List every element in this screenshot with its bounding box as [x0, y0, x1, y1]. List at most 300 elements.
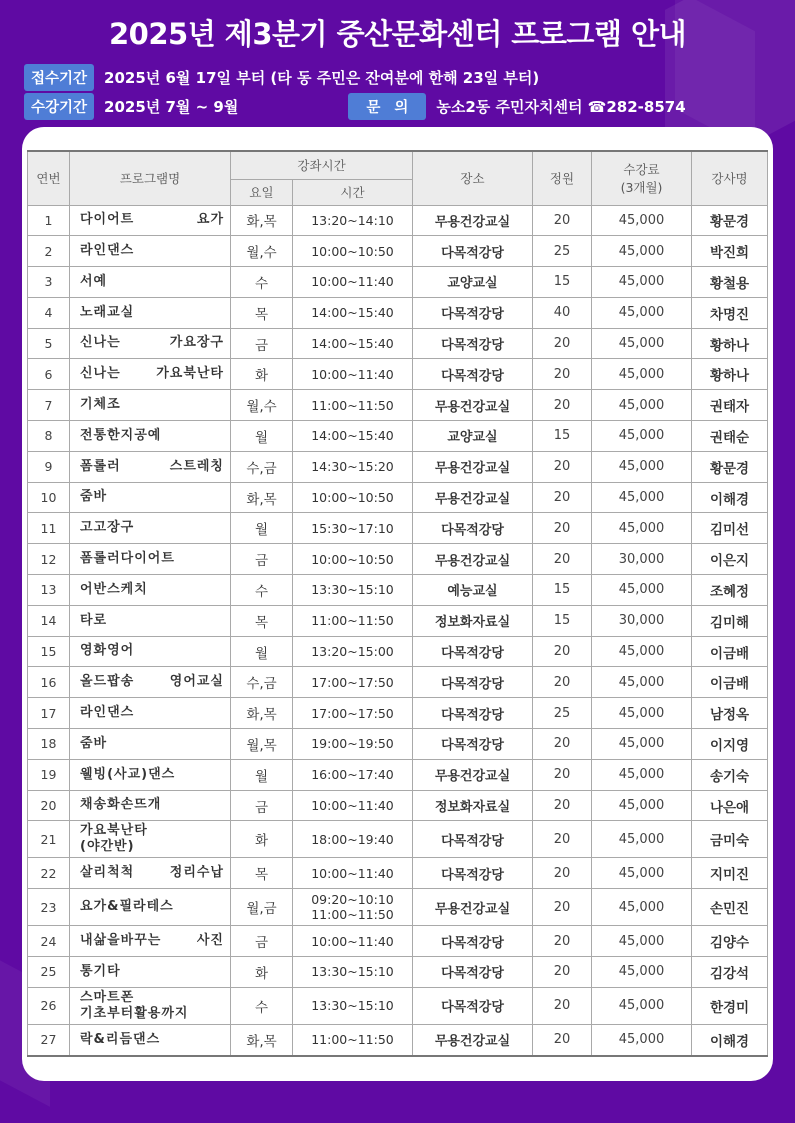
class-time-line: 14:00~15:40 [311, 305, 394, 321]
program-name [70, 636, 231, 667]
class-place: 무용건강교실 [413, 889, 533, 926]
program-name [70, 790, 231, 821]
row-number: 15 [28, 636, 70, 667]
row-number: 22 [28, 858, 70, 889]
program-rows [28, 205, 768, 1056]
class-place: 정보화자료실 [413, 790, 533, 821]
row-number: 6 [28, 359, 70, 390]
table-row [28, 236, 768, 267]
page-title: 2025년 제3분기 중산문화센터 프로그램 안내 [108, 17, 686, 51]
program-name-line: 통기타 [80, 963, 121, 979]
class-time [293, 790, 413, 821]
teacher-name: 박진희 [692, 236, 768, 267]
class-capacity: 20 [533, 328, 592, 359]
program-name [70, 821, 231, 858]
program-name [70, 889, 231, 926]
table-row [28, 328, 768, 359]
class-time-line: 14:00~15:40 [311, 428, 394, 444]
table-row [28, 544, 768, 575]
row-number: 5 [28, 328, 70, 359]
inquiry-label: 문의 [348, 93, 426, 120]
teacher-name: 송기숙 [692, 759, 768, 790]
class-time [293, 605, 413, 636]
class-time-line: 13:20~14:10 [311, 212, 394, 228]
table-row [28, 957, 768, 988]
program-name-line: 전통한지공예 [80, 427, 162, 443]
class-capacity: 20 [533, 821, 592, 858]
class-fee: 45,000 [592, 236, 692, 267]
class-time [293, 513, 413, 544]
class-capacity: 20 [533, 729, 592, 760]
header-schedule: 강좌시간 [231, 151, 413, 179]
class-day: 수 [231, 987, 293, 1024]
row-number: 16 [28, 667, 70, 698]
teacher-name: 이해경 [692, 482, 768, 513]
program-name-line: 어반스케치 [80, 581, 148, 597]
class-fee: 45,000 [592, 421, 692, 452]
class-fee: 45,000 [592, 513, 692, 544]
program-name [70, 544, 231, 575]
class-place: 다목적강당 [413, 328, 533, 359]
class-place: 다목적강당 [413, 926, 533, 957]
row-number: 14 [28, 605, 70, 636]
program-table [27, 150, 768, 1057]
program-name-line: 다이어트 요가 [80, 212, 224, 228]
class-time-line: 15:30~17:10 [311, 520, 394, 536]
table-row [28, 698, 768, 729]
class-fee: 30,000 [592, 544, 692, 575]
program-name-line: 내삶을바꾸는 사진 [80, 933, 224, 948]
class-time-line: 17:00~17:50 [311, 705, 394, 721]
program-name [70, 987, 231, 1024]
row-number: 12 [28, 544, 70, 575]
class-time-line: 10:00~10:50 [311, 490, 394, 506]
class-capacity: 15 [533, 267, 592, 298]
class-time-line: 14:00~15:40 [311, 336, 394, 352]
header-no: 연번 [28, 151, 70, 205]
class-place: 다목적강당 [413, 236, 533, 267]
row-number: 20 [28, 790, 70, 821]
course-period-label: 수강기간 [24, 93, 94, 120]
table-row [28, 926, 768, 957]
class-time-line: 14:30~15:20 [311, 459, 394, 475]
table-row [28, 1024, 768, 1055]
class-place: 무용건강교실 [413, 205, 533, 236]
row-number: 8 [28, 421, 70, 452]
row-number: 27 [28, 1024, 70, 1055]
program-name-line: 요가&필라테스 [80, 899, 174, 915]
class-fee: 45,000 [592, 359, 692, 390]
class-fee: 45,000 [592, 821, 692, 858]
class-fee: 45,000 [592, 390, 692, 421]
class-day: 화,목 [231, 698, 293, 729]
class-time-line: 10:00~11:40 [311, 865, 394, 881]
reception-period-label: 접수기간 [24, 64, 94, 91]
program-name [70, 513, 231, 544]
program-name [70, 205, 231, 236]
class-capacity: 25 [533, 236, 592, 267]
class-place: 예능교실 [413, 575, 533, 606]
row-number: 7 [28, 390, 70, 421]
row-number: 4 [28, 297, 70, 328]
class-time-line: 10:00~11:40 [311, 274, 394, 290]
reception-period-row [24, 64, 771, 90]
course-period-row [24, 93, 771, 119]
class-fee: 45,000 [592, 987, 692, 1024]
class-day: 화 [231, 821, 293, 858]
header-day: 요일 [231, 179, 293, 205]
header-fee [592, 151, 692, 205]
teacher-name: 김강석 [692, 957, 768, 988]
class-fee: 45,000 [592, 759, 692, 790]
class-capacity: 15 [533, 421, 592, 452]
class-capacity: 20 [533, 451, 592, 482]
program-name [70, 926, 231, 957]
program-name-line: 고고장구 [80, 520, 135, 536]
class-fee: 45,000 [592, 889, 692, 926]
class-place: 다목적강당 [413, 858, 533, 889]
class-fee: 45,000 [592, 1024, 692, 1055]
class-day: 목 [231, 297, 293, 328]
class-capacity: 20 [533, 790, 592, 821]
program-name-line: 기체조 [80, 397, 121, 413]
header-fee-label: 수강료 [623, 162, 660, 178]
row-number: 21 [28, 821, 70, 858]
class-time-line: 13:30~15:10 [311, 998, 394, 1014]
class-capacity: 20 [533, 957, 592, 988]
class-capacity: 25 [533, 698, 592, 729]
class-fee: 45,000 [592, 482, 692, 513]
class-capacity: 20 [533, 205, 592, 236]
class-capacity: 40 [533, 297, 592, 328]
class-capacity: 20 [533, 926, 592, 957]
class-time [293, 759, 413, 790]
class-time-line: 13:20~15:00 [311, 644, 394, 660]
class-day: 목 [231, 858, 293, 889]
class-time [293, 889, 413, 926]
teacher-name: 이지영 [692, 729, 768, 760]
program-name-line: 채송화손뜨개 [80, 797, 162, 813]
program-name-line: 가요북난타 [80, 823, 148, 839]
class-time [293, 267, 413, 298]
table-row [28, 729, 768, 760]
row-number: 3 [28, 267, 70, 298]
teacher-name: 나은애 [692, 790, 768, 821]
class-capacity: 20 [533, 359, 592, 390]
class-capacity: 20 [533, 513, 592, 544]
class-place: 다목적강당 [413, 698, 533, 729]
class-day: 수,금 [231, 451, 293, 482]
class-time [293, 729, 413, 760]
class-time [293, 328, 413, 359]
class-time [293, 1024, 413, 1055]
row-number: 25 [28, 957, 70, 988]
class-capacity: 20 [533, 987, 592, 1024]
program-name-line: 라인댄스 [80, 705, 135, 721]
class-time [293, 297, 413, 328]
class-day: 월,수 [231, 390, 293, 421]
program-name [70, 729, 231, 760]
class-day: 월,수 [231, 236, 293, 267]
class-capacity: 20 [533, 1024, 592, 1055]
class-place: 다목적강당 [413, 821, 533, 858]
class-day: 월 [231, 636, 293, 667]
program-name-line-2: 기초부터활용까지 [80, 1005, 189, 1021]
class-place: 무용건강교실 [413, 482, 533, 513]
class-fee: 45,000 [592, 858, 692, 889]
class-day: 월 [231, 759, 293, 790]
teacher-name: 황철용 [692, 267, 768, 298]
class-time-line: 18:00~19:40 [311, 831, 394, 847]
class-fee: 45,000 [592, 698, 692, 729]
row-number: 1 [28, 205, 70, 236]
class-place: 다목적강당 [413, 957, 533, 988]
row-number: 24 [28, 926, 70, 957]
class-place: 다목적강당 [413, 729, 533, 760]
class-place: 무용건강교실 [413, 451, 533, 482]
class-day: 화,목 [231, 482, 293, 513]
teacher-name: 남정옥 [692, 698, 768, 729]
teacher-name: 이금배 [692, 667, 768, 698]
class-fee: 45,000 [592, 729, 692, 760]
class-place: 다목적강당 [413, 297, 533, 328]
program-name [70, 236, 231, 267]
class-capacity: 20 [533, 889, 592, 926]
row-number: 13 [28, 575, 70, 606]
table-row [28, 667, 768, 698]
table-row [28, 636, 768, 667]
class-time-line: 13:30~15:10 [311, 582, 394, 598]
class-place: 교양교실 [413, 267, 533, 298]
class-time-line: 10:00~11:40 [311, 366, 394, 382]
table-row [28, 987, 768, 1024]
class-time-line: 09:20~10:10 [311, 892, 394, 908]
program-name [70, 328, 231, 359]
class-place: 정보화자료실 [413, 605, 533, 636]
row-number: 23 [28, 889, 70, 926]
teacher-name: 김미선 [692, 513, 768, 544]
header-place: 장소 [413, 151, 533, 205]
class-time [293, 236, 413, 267]
program-name-line: 살리척척 정리수납 [80, 865, 224, 881]
program-name [70, 698, 231, 729]
program-name [70, 605, 231, 636]
teacher-name: 황하나 [692, 359, 768, 390]
table-row [28, 575, 768, 606]
program-name-line: 타로 [80, 612, 108, 628]
class-time-line: 10:00~10:50 [311, 243, 394, 259]
header-time: 시간 [293, 179, 413, 205]
class-fee: 45,000 [592, 297, 692, 328]
class-place: 교양교실 [413, 421, 533, 452]
teacher-name: 이해경 [692, 1024, 768, 1055]
program-name-line: 락&리듬댄스 [80, 1031, 161, 1047]
teacher-name: 한경미 [692, 987, 768, 1024]
class-time [293, 482, 413, 513]
teacher-name: 황문경 [692, 451, 768, 482]
class-time [293, 575, 413, 606]
class-capacity: 20 [533, 636, 592, 667]
teacher-name: 황하나 [692, 328, 768, 359]
class-fee: 45,000 [592, 636, 692, 667]
class-fee: 45,000 [592, 451, 692, 482]
class-time-line: 10:00~11:40 [311, 798, 394, 814]
class-day: 금 [231, 328, 293, 359]
program-name [70, 359, 231, 390]
teacher-name: 김미해 [692, 605, 768, 636]
class-time-line: 11:00~11:50 [311, 613, 394, 629]
program-name [70, 759, 231, 790]
class-fee: 45,000 [592, 667, 692, 698]
teacher-name: 지미진 [692, 858, 768, 889]
header-teacher: 강사명 [692, 151, 768, 205]
class-time [293, 667, 413, 698]
program-name [70, 421, 231, 452]
table-row [28, 889, 768, 926]
class-day: 수 [231, 267, 293, 298]
program-name [70, 482, 231, 513]
teacher-name: 황문경 [692, 205, 768, 236]
row-number: 26 [28, 987, 70, 1024]
class-day: 금 [231, 544, 293, 575]
table-row [28, 390, 768, 421]
class-time [293, 926, 413, 957]
program-name-line: 영화영어 [80, 643, 135, 659]
class-day: 수 [231, 575, 293, 606]
program-name-line: 줌바 [80, 735, 108, 751]
class-time [293, 987, 413, 1024]
row-number: 9 [28, 451, 70, 482]
header-fee-sub: (3개월) [620, 180, 663, 196]
row-number: 17 [28, 698, 70, 729]
program-name [70, 858, 231, 889]
teacher-name: 차명진 [692, 297, 768, 328]
table-row [28, 267, 768, 298]
teacher-name: 권태자 [692, 390, 768, 421]
class-time-line: 11:00~11:50 [311, 397, 394, 413]
class-day: 금 [231, 790, 293, 821]
program-name [70, 390, 231, 421]
class-day: 화,목 [231, 205, 293, 236]
class-fee: 45,000 [592, 328, 692, 359]
class-place: 무용건강교실 [413, 759, 533, 790]
teacher-name: 김양수 [692, 926, 768, 957]
program-name-line: 스마트폰 [80, 989, 135, 1005]
class-time-line: 16:00~17:40 [311, 767, 394, 783]
class-time [293, 636, 413, 667]
class-day: 금 [231, 926, 293, 957]
class-time-line: 17:00~17:50 [311, 674, 394, 690]
header-program: 프로그램명 [70, 151, 231, 205]
class-time-line: 10:00~10:50 [311, 551, 394, 567]
program-name-line: 폼롤러 스트레칭 [80, 458, 224, 474]
class-fee: 45,000 [592, 267, 692, 298]
class-fee: 45,000 [592, 575, 692, 606]
header-capacity: 정원 [533, 151, 592, 205]
program-name-line: 폼롤러다이어트 [80, 551, 175, 567]
table-row [28, 297, 768, 328]
class-time-line: 10:00~11:40 [311, 933, 394, 949]
table-row [28, 359, 768, 390]
teacher-name: 이금배 [692, 636, 768, 667]
class-day: 월,금 [231, 889, 293, 926]
program-name-line: 줌바 [80, 489, 108, 505]
table-row [28, 451, 768, 482]
class-time [293, 205, 413, 236]
class-time [293, 359, 413, 390]
class-time [293, 421, 413, 452]
class-fee: 30,000 [592, 605, 692, 636]
program-name-line-2: (야간반) [80, 839, 135, 855]
class-capacity: 20 [533, 667, 592, 698]
program-name [70, 267, 231, 298]
row-number: 2 [28, 236, 70, 267]
table-row [28, 858, 768, 889]
teacher-name: 권태순 [692, 421, 768, 452]
class-time-line: 11:00~11:50 [311, 1032, 394, 1048]
program-name [70, 957, 231, 988]
class-place: 다목적강당 [413, 513, 533, 544]
teacher-name: 손민진 [692, 889, 768, 926]
class-capacity: 15 [533, 605, 592, 636]
table-row [28, 790, 768, 821]
teacher-name: 이은지 [692, 544, 768, 575]
class-time [293, 698, 413, 729]
course-period-text: 2025년 7월 ~ 9월 [104, 97, 239, 116]
class-day: 화 [231, 957, 293, 988]
class-place: 다목적강당 [413, 667, 533, 698]
class-time [293, 544, 413, 575]
class-day: 월 [231, 513, 293, 544]
class-day: 월,목 [231, 729, 293, 760]
table-row [28, 759, 768, 790]
class-time [293, 858, 413, 889]
class-place: 무용건강교실 [413, 390, 533, 421]
program-name [70, 451, 231, 482]
class-day: 화 [231, 359, 293, 390]
teacher-name: 금미숙 [692, 821, 768, 858]
teacher-name: 조혜정 [692, 575, 768, 606]
program-name-line: 노래교실 [80, 304, 135, 320]
reception-period-text: 2025년 6월 17일 부터 (타 동 주민은 잔여분에 한해 23일 부터) [104, 68, 540, 87]
class-place: 다목적강당 [413, 636, 533, 667]
class-fee: 45,000 [592, 790, 692, 821]
class-place: 다목적강당 [413, 987, 533, 1024]
program-name-line: 신나는 가요북난타 [80, 366, 224, 382]
class-time-line-2: 11:00~11:50 [311, 907, 394, 923]
row-number: 11 [28, 513, 70, 544]
table-row [28, 205, 768, 236]
program-name [70, 575, 231, 606]
program-table-panel [22, 127, 773, 1081]
class-capacity: 20 [533, 390, 592, 421]
table-row [28, 421, 768, 452]
class-capacity: 20 [533, 544, 592, 575]
program-name-line: 서예 [80, 273, 108, 289]
table-row [28, 605, 768, 636]
class-time [293, 821, 413, 858]
program-name-line: 신나는 가요장구 [80, 335, 224, 351]
program-name-line: 올드팝송 영어교실 [80, 674, 224, 690]
class-day: 수,금 [231, 667, 293, 698]
class-time [293, 390, 413, 421]
class-place: 무용건강교실 [413, 1024, 533, 1055]
row-number: 18 [28, 729, 70, 760]
class-fee: 45,000 [592, 957, 692, 988]
program-name [70, 297, 231, 328]
class-capacity: 20 [533, 482, 592, 513]
class-day: 목 [231, 605, 293, 636]
